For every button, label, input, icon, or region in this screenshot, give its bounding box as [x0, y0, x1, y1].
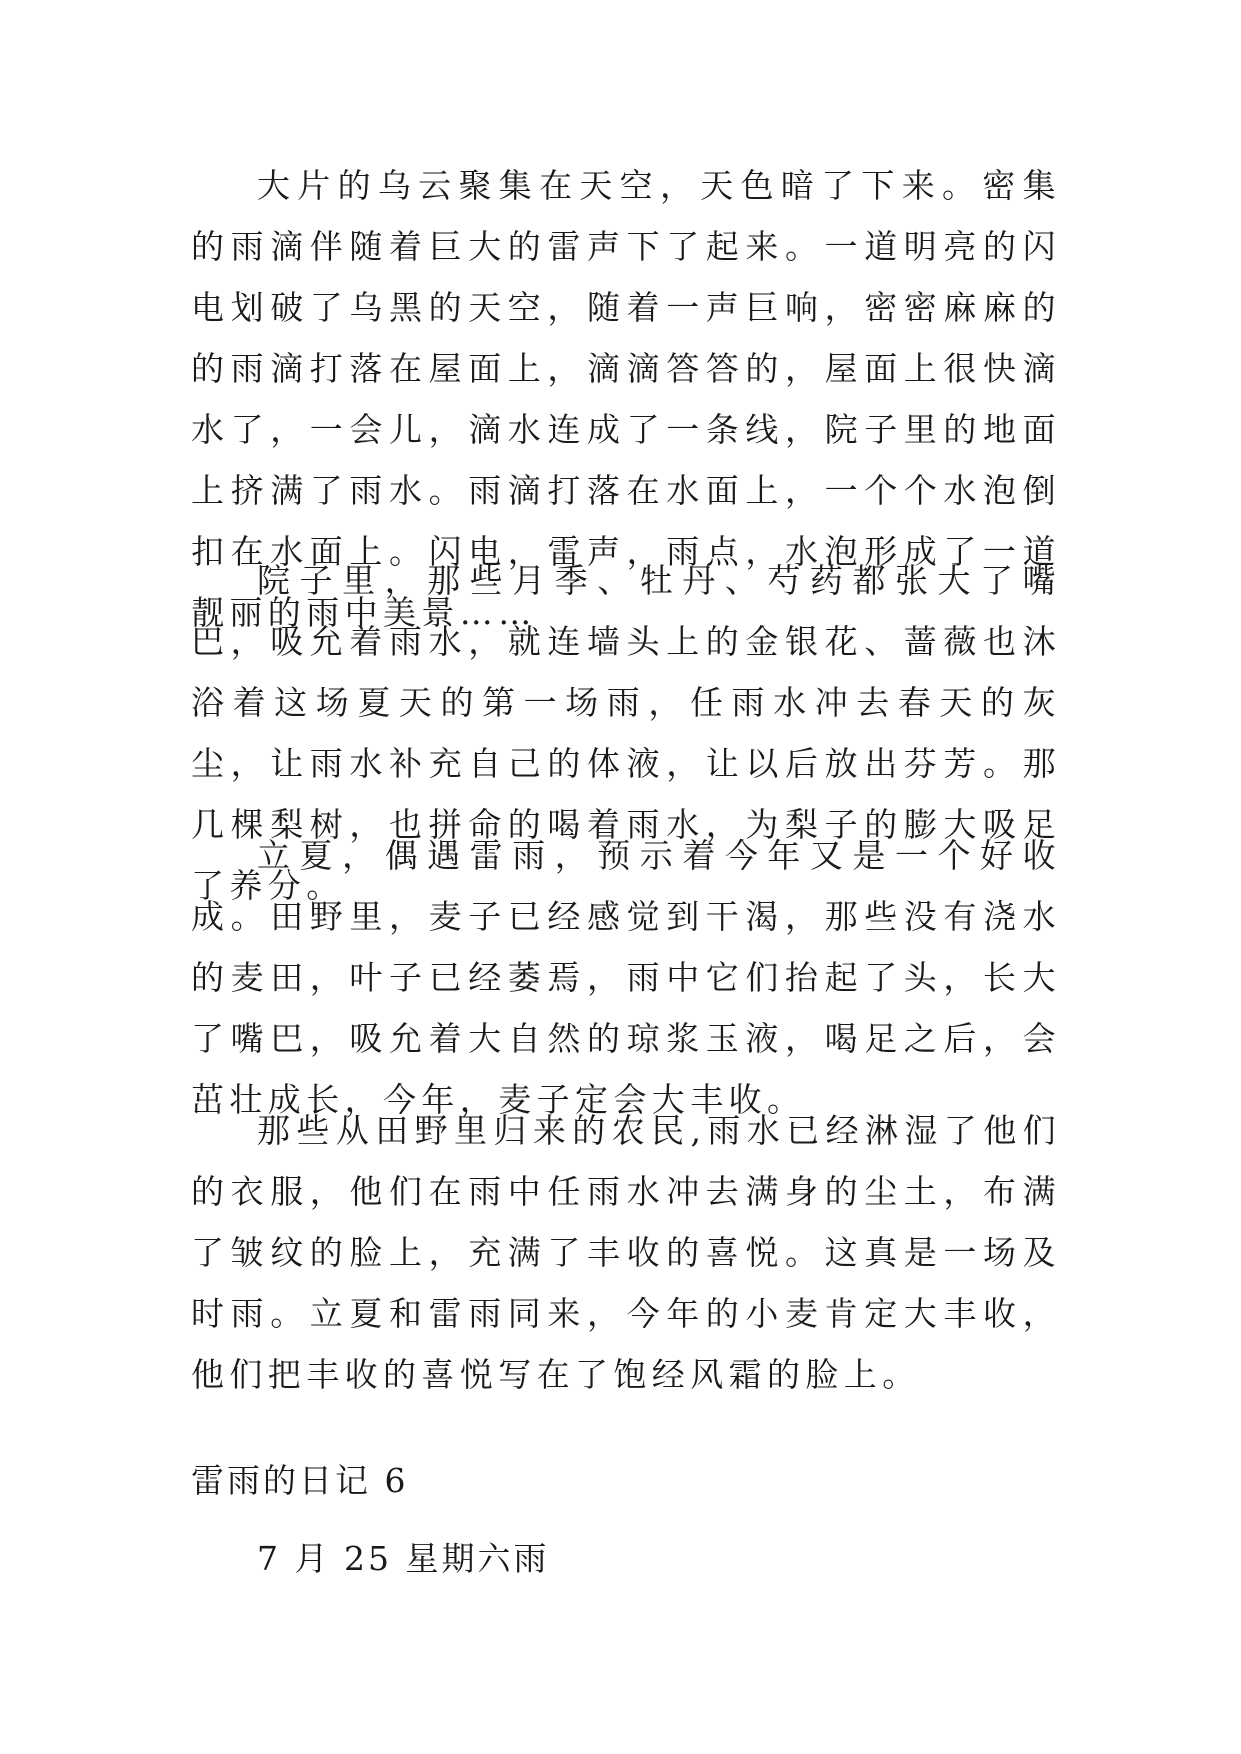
- section-title: 雷雨的日记 6: [191, 1461, 409, 1500]
- paragraph-3: 立夏，偶遇雷雨，预示着今年又是一个好收成。田野里，麦子已经感觉到干渴，那些没有浇水的麦田，叶子已经萎焉，雨中它们抬起了头，长大了嘴巴，吸允着大自然的琼浆玉液，喝足之后，会茁壮成长，今年，麦子定会大丰收。: [191, 836, 1061, 1119]
- paragraph-1: 大片的乌云聚集在天空，天色暗了下来。密集的雨滴伴随着巨大的雷声下了起来。一道明亮的闪电划破了乌黑的天空，随着一声巨响，密密麻麻的的雨滴打落在屋面上，滴滴答答的，屋面上很快滴水了，一会儿，滴水连成了一条线，院子里的地面上挤满了雨水。雨滴打落在水面上，一个个水泡倒扣在水面上。闪电，雷声，雨点，水泡形成了一道靓丽的雨中美景……: [191, 166, 1061, 632]
- date-line: 7 月 25 星期六雨: [257, 1539, 550, 1578]
- paragraph-4: 那些从田野里归来的农民,雨水已经淋湿了他们的衣服，他们在雨中任雨水冲去满身的尘土，布满了皱纹的脸上，充满了丰收的喜悦。这真是一场及时雨。立夏和雷雨同来，今年的小麦肯定大丰收，他们把丰收的喜悦写在了饱经风霜的脸上。: [191, 1111, 1061, 1394]
- paragraph-2: 院子里，那些月季、牡丹、芍药都张大了嘴巴，吸允着雨水，就连墙头上的金银花、蔷薇也沐浴着这场夏天的第一场雨，任雨水冲去春天的灰尘，让雨水补充自己的体液，让以后放出芬芳。那几棵梨树，也拼命的喝着雨水，为梨子的膨大吸足了养分。: [191, 561, 1061, 905]
